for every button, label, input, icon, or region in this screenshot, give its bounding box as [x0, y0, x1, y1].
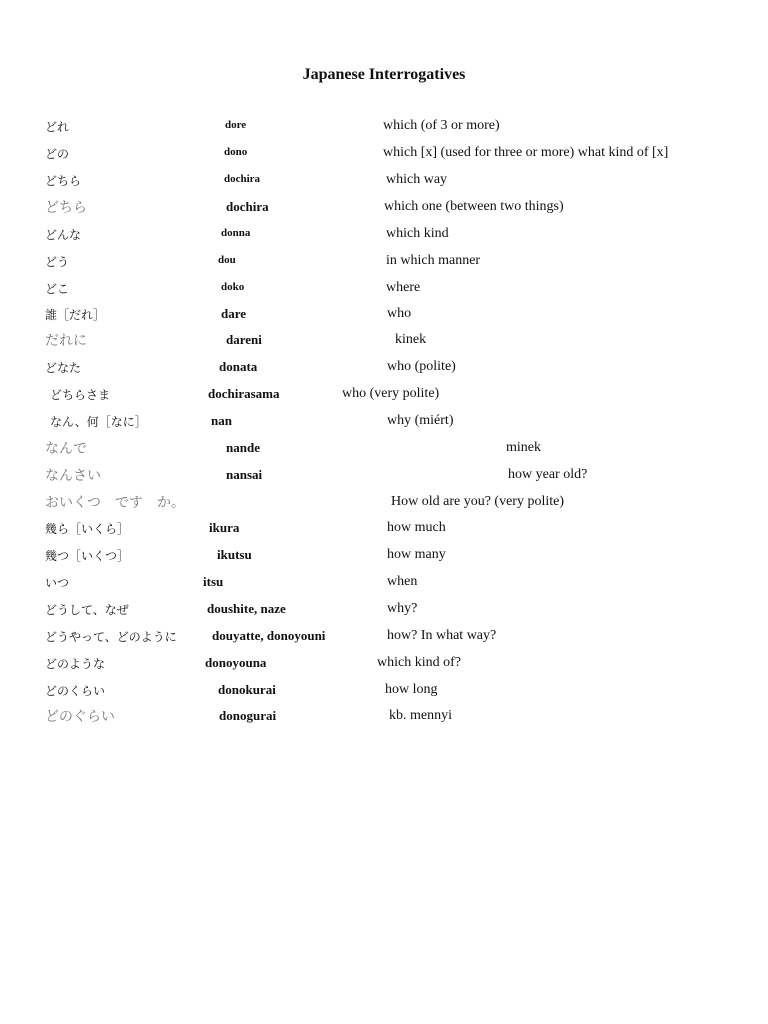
english-meaning: which kind	[386, 226, 449, 241]
list-item	[0, 601, 768, 627]
romaji-term: donoyouna	[205, 655, 267, 670]
english-meaning: in which manner	[386, 253, 481, 268]
japanese-term: どなた	[45, 361, 82, 375]
english-meaning: who (very polite)	[342, 386, 440, 401]
english-meaning: minek	[506, 440, 541, 455]
list-item	[0, 332, 768, 358]
romaji-term: nande	[226, 440, 260, 455]
japanese-term: どちら	[45, 174, 82, 188]
japanese-term: 幾つ［いくつ］	[45, 549, 130, 563]
english-meaning: kb. mennyi	[389, 708, 452, 723]
japanese-term: なん、何［なに］	[50, 415, 147, 429]
page-title: Japanese Interrogatives	[302, 66, 466, 83]
english-meaning: how many	[387, 547, 446, 562]
english-meaning: when	[387, 574, 418, 589]
romaji-term: donokurai	[218, 682, 276, 697]
english-meaning: which one (between two things)	[384, 199, 564, 214]
romaji-term: dochirasama	[208, 386, 280, 401]
japanese-term: どんな	[45, 228, 82, 242]
japanese-term: なんで	[45, 441, 87, 457]
japanese-term: どちら	[45, 200, 87, 216]
romaji-term: nansai	[226, 467, 263, 482]
romaji-term: dochira	[226, 199, 269, 214]
list-item	[0, 547, 768, 573]
list-item	[0, 655, 768, 681]
romaji-term: donna	[221, 227, 251, 239]
list-item	[0, 226, 768, 252]
japanese-term: どの	[45, 147, 70, 161]
list-item	[0, 440, 768, 466]
romaji-term: donata	[219, 359, 258, 374]
japanese-term: 誰［だれ］	[45, 308, 106, 322]
english-meaning: How old are you? (very polite)	[391, 494, 564, 509]
romaji-term: itsu	[203, 574, 224, 589]
list-item	[0, 520, 768, 546]
japanese-term: だれに	[45, 333, 87, 349]
list-item	[0, 145, 768, 171]
list-item	[0, 118, 768, 144]
english-meaning: kinek	[395, 332, 427, 347]
list-item	[0, 467, 768, 493]
list-item	[0, 199, 768, 225]
romaji-term: dare	[221, 306, 247, 321]
english-meaning: how year old?	[508, 467, 588, 482]
list-item	[0, 574, 768, 600]
list-item	[0, 172, 768, 198]
japanese-term: どこ	[45, 282, 70, 296]
english-meaning: how? In what way?	[387, 628, 497, 643]
list-item	[0, 628, 768, 654]
romaji-term: dareni	[226, 332, 262, 347]
english-meaning: where	[386, 280, 421, 295]
list-item	[0, 386, 768, 412]
romaji-term: ikutsu	[217, 547, 252, 562]
romaji-term: dore	[225, 119, 247, 131]
japanese-term: どちらさま	[50, 388, 111, 402]
english-meaning: which way	[386, 172, 448, 187]
japanese-term: どのくらい	[45, 684, 106, 698]
japanese-term: どれ	[45, 120, 70, 134]
romaji-term: dou	[218, 254, 236, 266]
japanese-term: いつ	[45, 576, 70, 590]
english-meaning: how much	[387, 520, 446, 535]
japanese-term: どう	[45, 255, 70, 269]
list-item	[0, 494, 768, 520]
japanese-term: おいくつ です か。	[45, 495, 185, 511]
list-item	[0, 708, 768, 734]
english-meaning: why (miért)	[387, 413, 454, 428]
english-meaning: who (polite)	[387, 359, 456, 374]
list-item	[0, 359, 768, 385]
romaji-term: douyatte, donoyouni	[212, 628, 326, 643]
romaji-term: ikura	[209, 520, 240, 535]
list-item	[0, 253, 768, 279]
romaji-term: doko	[221, 281, 245, 293]
list-item	[0, 280, 768, 306]
list-item	[0, 413, 768, 439]
japanese-term: 幾ら［いくら］	[45, 522, 130, 536]
japanese-term: どうして、なぜ	[45, 603, 129, 617]
english-meaning: how long	[385, 682, 438, 697]
romaji-term: doushite, naze	[207, 601, 286, 616]
list-item	[0, 682, 768, 708]
romaji-term: dochira	[224, 173, 261, 185]
english-meaning: why?	[387, 601, 418, 616]
romaji-term: nan	[211, 413, 232, 428]
romaji-term: donogurai	[219, 708, 277, 723]
japanese-term: どうやって、どのように	[45, 630, 177, 644]
japanese-term: どのぐらい	[45, 709, 115, 725]
english-meaning: who	[387, 306, 412, 321]
english-meaning: which (of 3 or more)	[383, 118, 500, 133]
romaji-term: dono	[224, 146, 248, 158]
japanese-term: なんさい	[45, 468, 101, 484]
english-meaning: which kind of?	[377, 655, 461, 670]
list-item	[0, 306, 768, 332]
english-meaning: which [x] (used for three or more) what kind of [x]	[383, 145, 669, 160]
japanese-term: どのような	[45, 657, 106, 671]
